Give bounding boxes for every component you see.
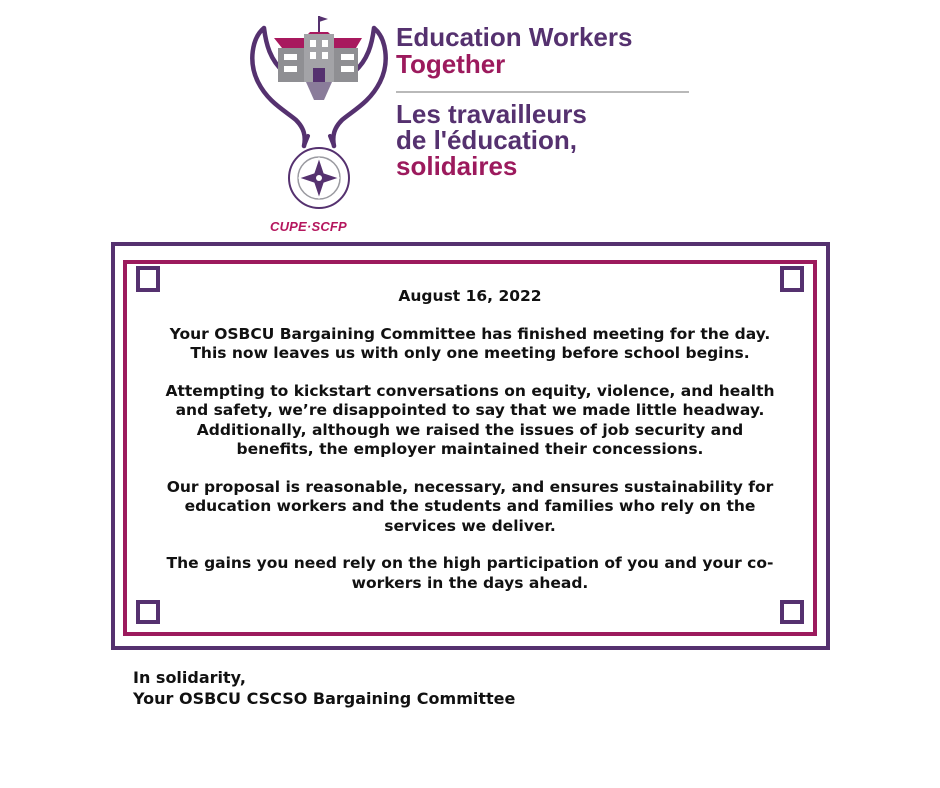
title-french — [396, 101, 587, 179]
paragraph-3-line-1: Our proposal is reasonable, necessary, and ensures sustainability for — [166, 477, 774, 496]
title-fr-line2: de l'éducation, — [396, 125, 577, 155]
paragraph-4 — [132, 554, 808, 593]
paragraph-1 — [132, 325, 808, 364]
paragraph-2-line-3: Additionally, although we raised the issues of job security and — [196, 420, 744, 439]
title-en-line1: Education Workers — [396, 22, 633, 52]
paragraph-3 — [132, 478, 808, 537]
title-fr-line3: solidaires — [396, 151, 518, 181]
paragraph-2-line-4: benefits, the employer maintained their concessions. — [236, 440, 704, 458]
title-divider — [396, 91, 689, 93]
signoff — [133, 667, 515, 709]
paragraph-4-line-2: workers in the days ahead. — [351, 573, 589, 592]
paragraph-2-line-2: and safety, we’re disappointed to say that we made little headway. — [175, 401, 765, 419]
cupe-scfp-label: CUPE·SCFP — [270, 219, 347, 234]
signoff-line-2: Your OSBCU CSCSO Bargaining Committee — [133, 689, 516, 708]
education-workers-logo — [244, 10, 394, 240]
paragraph-3-line-3: services we deliver. — [384, 516, 556, 535]
notice-date — [132, 287, 808, 307]
title-fr-line1: Les travailleurs — [396, 99, 587, 129]
paragraph-3-line-2: education workers and the students and families who rely on the — [184, 497, 756, 515]
paragraph-2-line-1: Attempting to kickstart conversations on equity, violence, and health — [165, 381, 775, 400]
paragraph-1-line-2: This now leaves us with only one meeting before school begins. — [190, 344, 750, 362]
paragraph-1-line-1: Your OSBCU Bargaining Committee has finished meeting for the day. — [169, 324, 771, 343]
paragraph-2 — [132, 382, 808, 460]
title-en-line2: Together — [396, 49, 506, 79]
signoff-line-1: In solidarity, — [133, 668, 246, 687]
notice-body — [132, 287, 808, 611]
paragraph-4-line-1: The gains you need rely on the high participation of you and your co- — [166, 554, 774, 572]
date-text: August 16, 2022 — [398, 287, 542, 305]
title-english — [396, 24, 632, 78]
